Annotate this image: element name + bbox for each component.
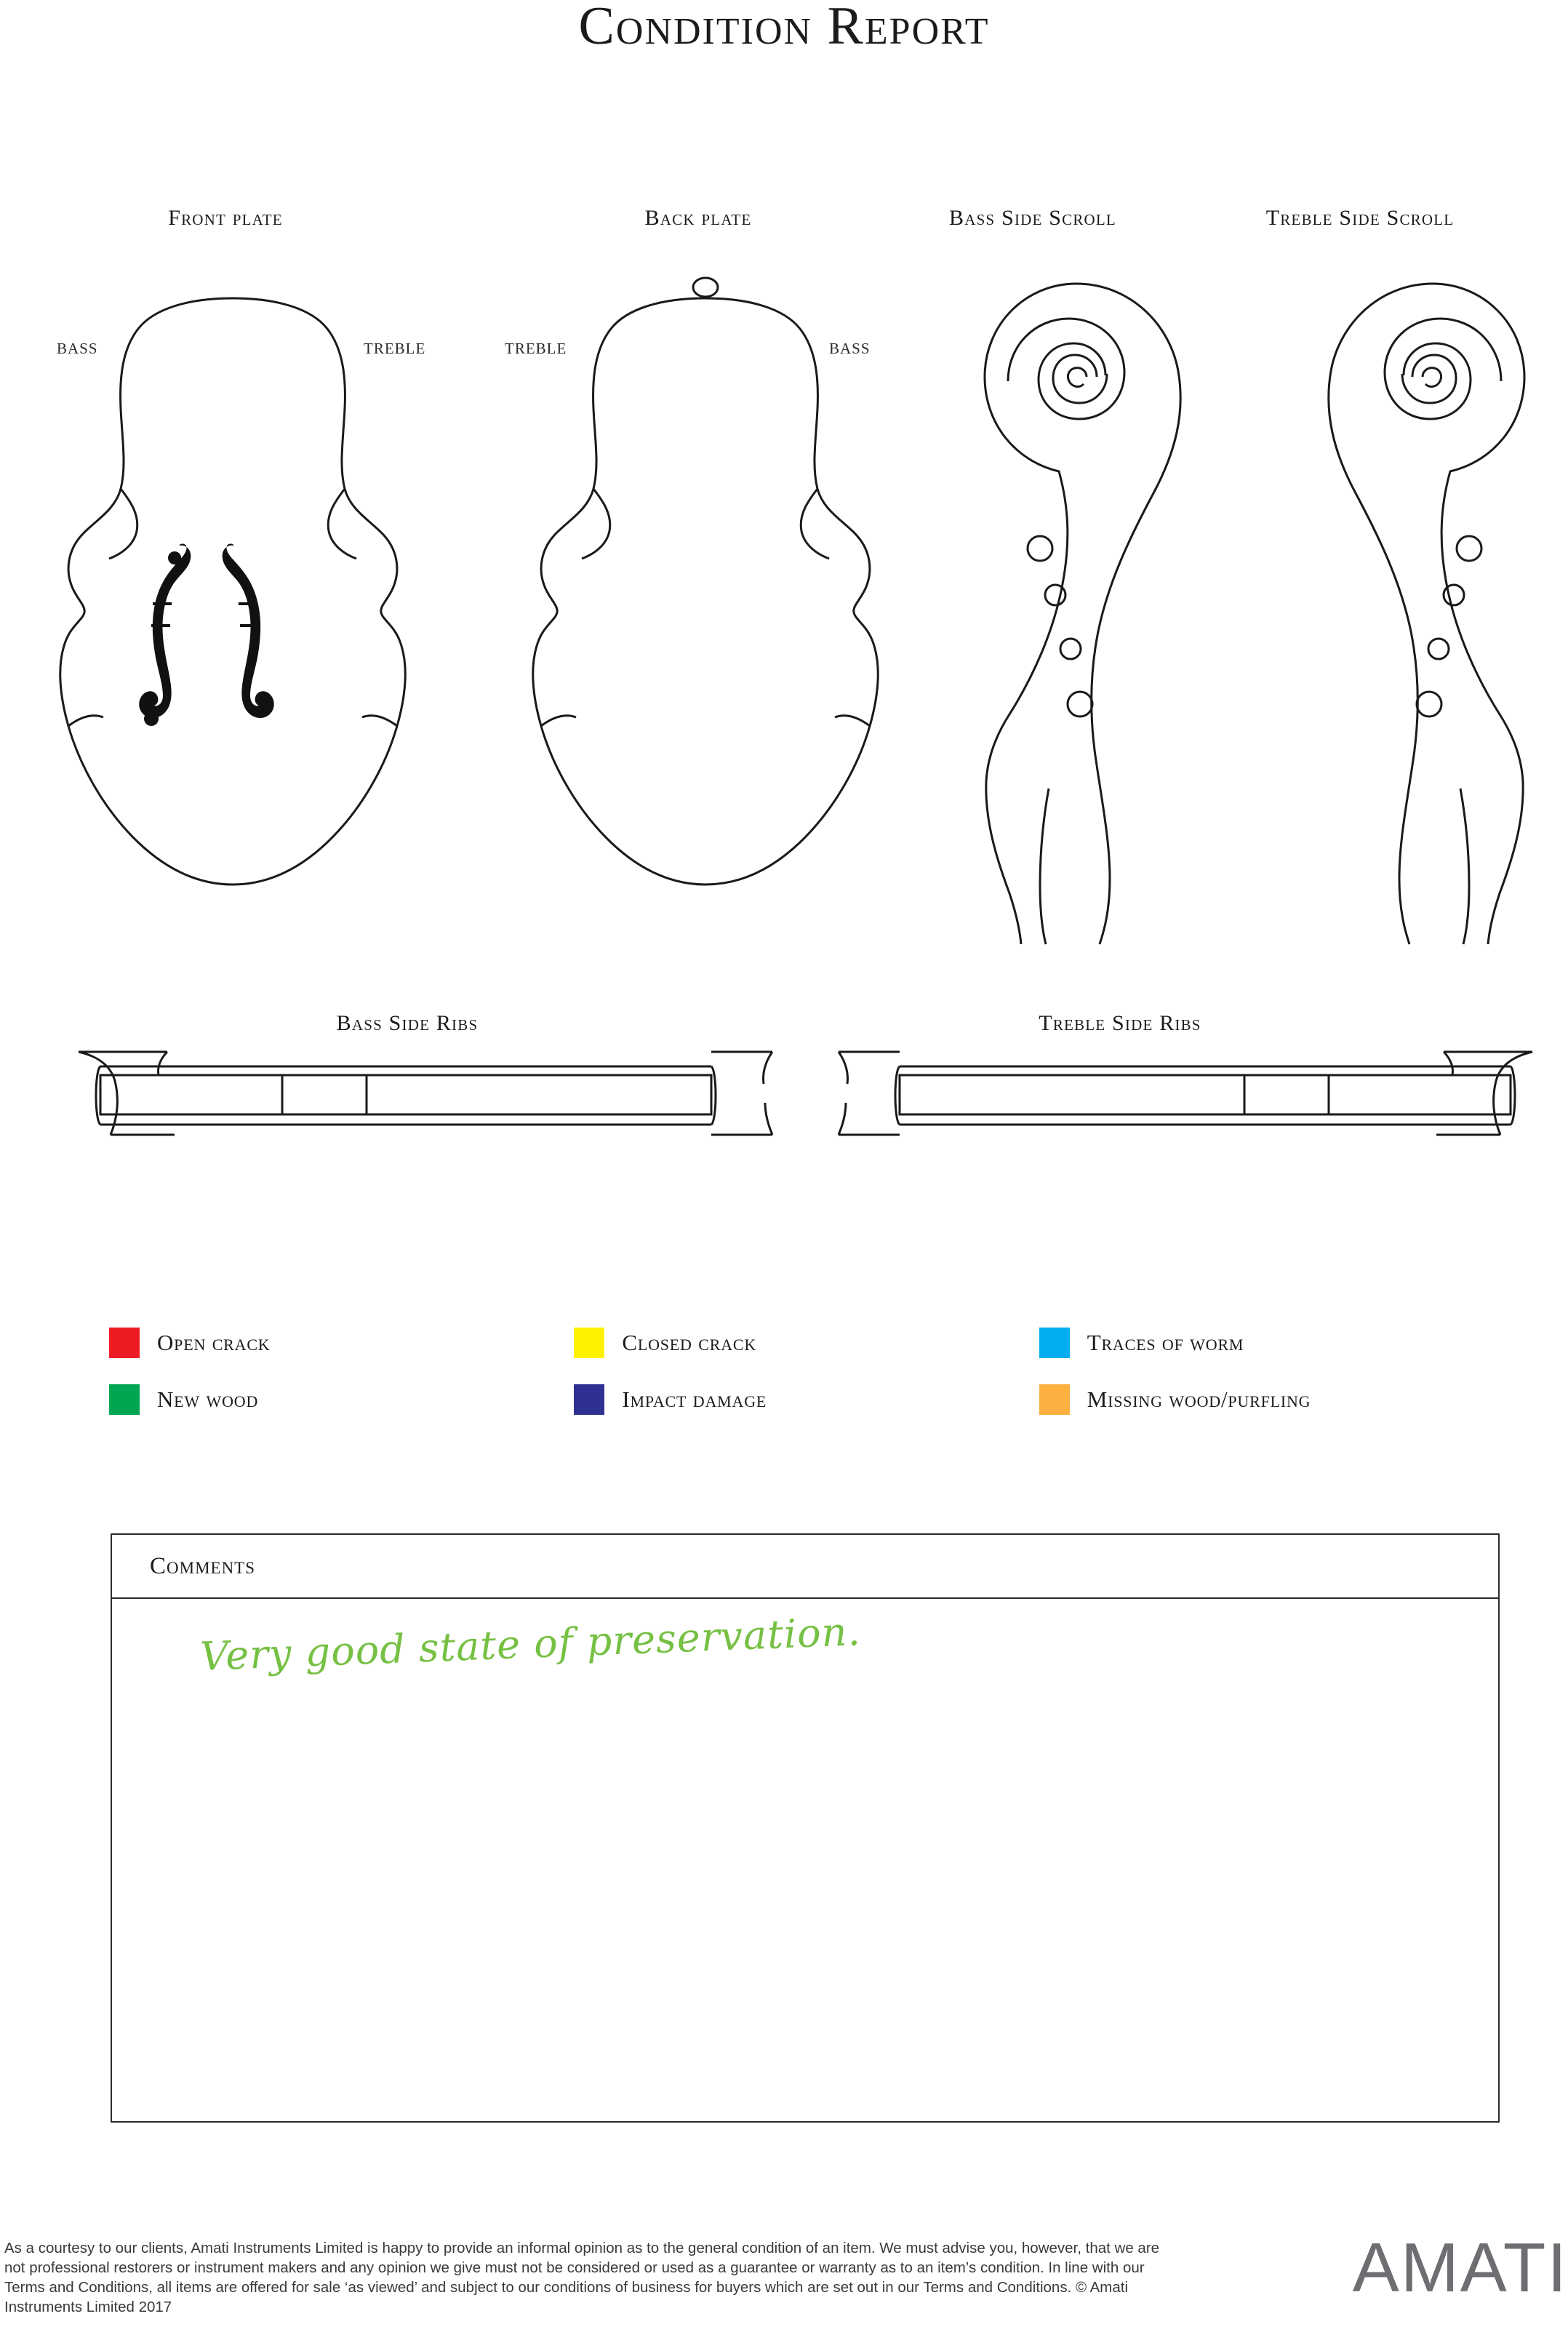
treble-side-scroll-diagram[interactable] [1280, 268, 1542, 951]
amati-logo-text: AMATI [1352, 2229, 1568, 2307]
back-plate-bass-label: BASS [829, 340, 871, 357]
front-plate-bass-label: BASS [57, 340, 98, 357]
legend-item-new-wood [109, 1384, 574, 1415]
bass-side-scroll-diagram[interactable] [967, 268, 1229, 951]
legend-item-traces-of-worm [1039, 1328, 1504, 1358]
damage-legend [109, 1328, 1505, 1441]
swatch-traces-of-worm [1039, 1328, 1070, 1358]
caption-front-plate: Front plate [168, 206, 283, 230]
legend-item-missing-wood-purfling [1039, 1384, 1504, 1415]
footer-disclaimer: As a courtesy to our clients, Amati Instruments Limited is happy to provide an informal opinion as to the general condition of an item. We must advise you, however, that we are not professional restorers or instrument makers and any opinion we give must not be considered or used as a guarantee or warranty as to an item’s condition. In line with our Terms and Conditions, all items are offered for sale ‘as viewed’ and subject to our conditions of business for buyers which are set out in our Terms and Conditions. © Amati Instruments Limited 2017 [4, 2240, 1160, 2315]
legend-label-missing-wood-purfling: Missing wood/purfling [1087, 1386, 1311, 1412]
swatch-open-crack [109, 1328, 140, 1358]
legend-label-impact-damage: Impact damage [622, 1386, 767, 1412]
comments-title: Comments [150, 1552, 256, 1579]
legend-label-closed-crack: Closed crack [622, 1330, 757, 1355]
swatch-missing-wood-purfling [1039, 1384, 1070, 1415]
swatch-new-wood [109, 1384, 140, 1415]
bass-side-ribs-diagram[interactable] [73, 1040, 785, 1157]
treble-side-ribs-diagram[interactable] [825, 1040, 1538, 1157]
legend-item-impact-damage [574, 1384, 1039, 1415]
caption-treble-side-scroll: Treble Side Scroll [1265, 206, 1455, 230]
front-plate-diagram[interactable] [44, 284, 422, 938]
legend-item-closed-crack [574, 1328, 1039, 1358]
comments-field[interactable] [112, 1599, 1498, 2121]
legend-label-traces-of-worm: Traces of worm [1087, 1330, 1244, 1355]
legend-label-new-wood: New wood [157, 1386, 259, 1412]
caption-back-plate: Back plate [644, 206, 752, 230]
comments-handwritten-value: Very good state of preservation. [199, 1608, 862, 1680]
comments-header [112, 1535, 1498, 1599]
comments-box [111, 1533, 1500, 2123]
legend-row [109, 1384, 1505, 1415]
back-plate-treble-label: TREBLE [505, 340, 567, 357]
front-plate-treble-label: TREBLE [364, 340, 426, 357]
caption-treble-side-ribs: Treble Side Ribs [1039, 1011, 1201, 1035]
legend-label-open-crack: Open crack [157, 1330, 271, 1355]
swatch-impact-damage [574, 1384, 604, 1415]
legend-item-open-crack [109, 1328, 574, 1358]
amati-logo [1353, 2228, 1568, 2308]
caption-bass-side-scroll: Bass Side Scroll [949, 206, 1116, 230]
back-plate-diagram[interactable] [502, 256, 909, 940]
swatch-closed-crack [574, 1328, 604, 1358]
page-title: Condition Report [578, 0, 990, 56]
legend-row [109, 1328, 1505, 1358]
caption-bass-side-ribs: Bass Side Ribs [336, 1011, 479, 1035]
